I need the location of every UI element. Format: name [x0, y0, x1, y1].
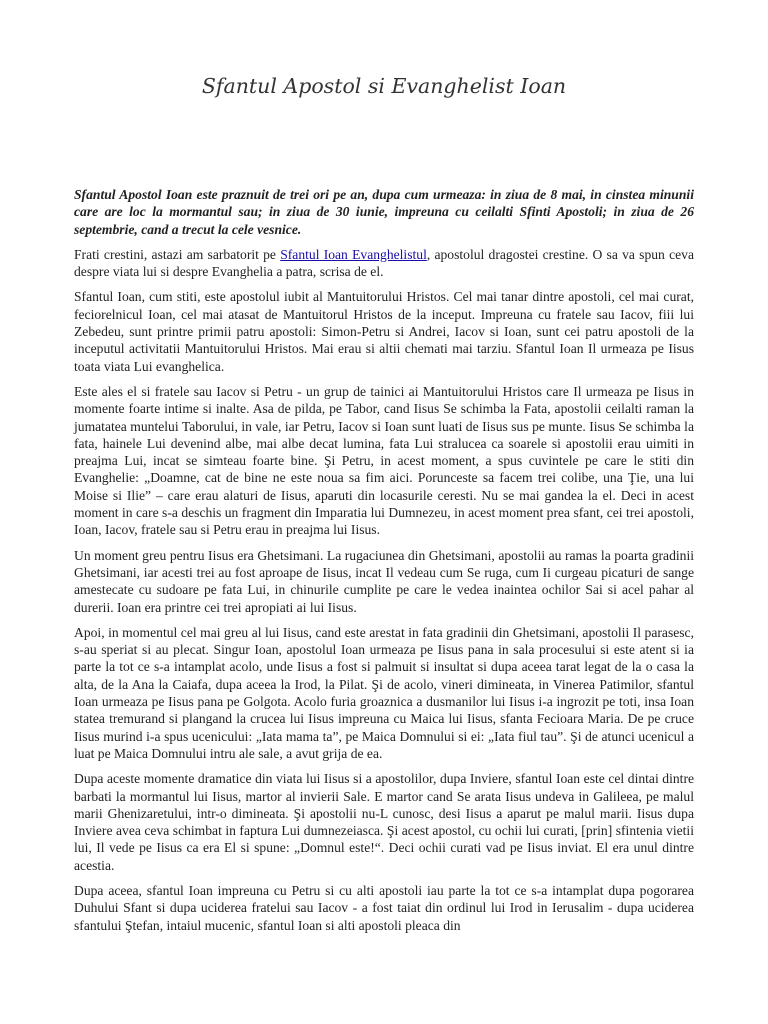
sfantul-ioan-link[interactable]: Sfantul Ioan Evanghelistul: [280, 246, 427, 262]
paragraph-6: Dupa aceste momente dramatice din viata lui Iisus si a apostolilor, dupa Inviere, sfantul Ioan este cel dintai dintre barbati la mormantul lui Iisus, martor al invierii Sale. E martor cand Se arata Iisus undeva in Galileea, pe malul marii Ghenizaretului, intr-o dimineata. Şi apostolii nu-L cunosc, desi Iisus a aparut pe malul marii. Iisus dupa Inviere avea ceva schimbat in faptura Lui dumnezeiasca. Şi acest apostol, cu ochii lui curati, [prin] sfintenia vietii lui, Il vede pe Iisus ca era El si spune: „Domnul este!“. Deci ochii curati vad pe Iisus inviat. El era unul dintre acestia.: [74, 771, 694, 873]
paragraph-4: Un moment greu pentru Iisus era Ghetsimani. La rugaciunea din Ghetsimani, apostolii au ramas la poarta gradinii Ghetsimani, iar acesti trei au fost aproape de Iisus, incat Il vedeau cum Se ruga, cum Ii curgeau picaturi de sange amestecate cu sudoare pe fata Lui, in chinurile cumplite pe care le vedea inaintea ochilor Sai si acel pahar al durerii. Ioan era printre cei trei apropiati ai lui Iisus.: [74, 547, 694, 615]
paragraph-3: Este ales el si fratele sau Iacov si Petru - un grup de tainici ai Mantuitorului Hristos care Il urmeaza pe Iisus in momente foarte intime si inalte. Asa de pilda, pe Tabor, cand Iisus Se schimba la Fata, apostolii ceilalti raman la jumatatea muntelui Taborului, in vale, iar Petru, Iacov si Ioan sunt luati de Iisus sus pe munte. Iisus Se schimba la fata, hainele Lui devenind albe, mai albe decat lumina, fata Lui stralucea ca soarele si apostolii erau uimiti in preajma Lui, incat se simteau foarte bine. Şi Petru, in acest moment, a spus cuvintele pe care le stiti din Evanghelie: „Doamne, cat de bine ne este noua sa fim aici. Porunceste sa facem trei colibe, una Ţie, una lui Moise si Ilie” – care erau alaturi de Iisus, aparuti din locasurile ceresti. Nu se mai gandea la el. Deci in acest moment in care s-a deschis un fragment din Imparatia lui Dumnezeu, in acest moment prea sfant, cei trei apostoli, Ioan, Iacov, fratele sau si Petru erau in preajma lui Iisus.: [74, 383, 694, 538]
paragraph-7: Dupa aceea, sfantul Ioan impreuna cu Petru si cu alti apostoli iau parte la tot ce s-a intamplat dupa pogorarea Duhului Sfant si dupa uciderea fratelui sau Iacov - a fost taiat din ordinul lui Irod in Ierusalim - dupa uciderea sfantului Ştefan, intaiul mucenic, sfantul Ioan si alti apostoli pleaca din: [74, 882, 694, 933]
paragraph-1: [74, 246, 694, 281]
paragraph-2: Sfantul Ioan, cum stiti, este apostolul iubit al Mantuitorului Hristos. Cel mai tanar dintre apostoli, cel mai curat, feciorelnicul Ioan, cel mai atasat de Mantuitorul Hristos de la inceput. Impreuna cu fratele sau Iacov, fiii lui Zebedeu, sunt printre primii patru apostoli: Simon-Petru si Andrei, Iacov si Ioan, sunt cei patru apostoli de la inceputul activitatii Mantuitorului Hristos. Mai erau si altii chemati mai tarziu. Sfantul Ioan Il urmeaza pe Iisus toata viata Lui evanghelica.: [74, 289, 694, 374]
paragraph-5: Apoi, in momentul cel mai greu al lui Iisus, cand este arestat in fata gradinii din Ghetsimani, apostolii Il parasesc, s-au speriat si au plecat. Singur Ioan, apostolul Ioan urmeaza pe Iisus pana in sala procesului si este atent si ia parte la tot ce s-a intamplat acolo, unde Iisus a fost si palmuit si insultat si dupa aceea tarat legat de la o casa la alta, de la Ana la Caiafa, dupa aceea la Irod, la Pilat. Şi de acolo, vineri dimineata, in Vinerea Patimilor, sfantul Ioan urmeaza pe Iisus pana pe Golgota. Acolo furia groaznica a dusmanilor lui Iisus i-a ingrozit pe toti, insa Ioan statea tremurand si plangand la crucea lui Iisus impreuna cu Maica lui Iisus, sfanta Fecioara Maria. De pe cruce Iisus murind i-a spus ucenicului: „Iata mama ta”, pe Maica Domnului si ei: „Iata fiul tau”. Şi de atunci ucenicul a luat pe Maica Domnului intru ale sale, a avut grija de ea.: [74, 624, 694, 761]
document-title: Sfantul Apostol si Evanghelist Ioan: [201, 74, 567, 98]
lead-paragraph: Sfantul Apostol Ioan este praznuit de trei ori pe an, dupa cum urmeaza: in ziua de 8 mai, in cinstea minunii care are loc la mormantul sau; in ziua de 30 iunie, impreuna cu ceilalti Sfinti Apostoli; in ziua de 26 septembrie, cand a trecut la cele vesnice.: [74, 187, 694, 237]
paragraph-1-text-end: , apostolul dragostei crestine. O sa va spun ceva despre viata lui si despre Evanghelia a patra, scrisa de el.: [74, 246, 694, 280]
document-body: [74, 186, 694, 942]
paragraph-1-text-start: Frati crestini, astazi am sarbatorit pe: [74, 246, 281, 262]
